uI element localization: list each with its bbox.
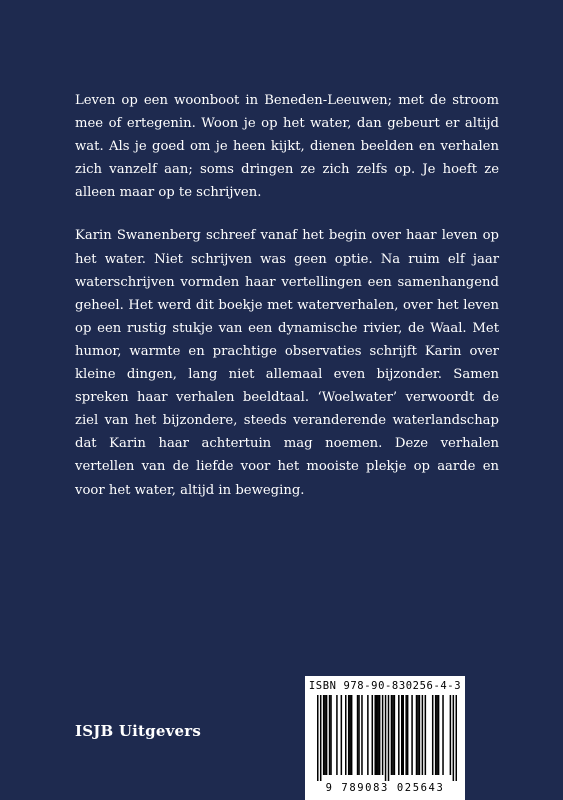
barcode-bar (407, 695, 409, 775)
barcode-bar (374, 695, 376, 775)
barcode-bar (326, 695, 328, 775)
barcode-bar (377, 695, 379, 775)
blurb-text (75, 89, 499, 522)
barcode-bar (330, 695, 332, 775)
barcode-bar (388, 695, 390, 781)
barcode-bar (432, 695, 434, 775)
barcode-bar (398, 695, 400, 775)
barcode-bar (341, 695, 343, 775)
barcode-bars-icon (317, 695, 457, 781)
barcode-bar (320, 695, 322, 781)
barcode-bar (416, 695, 418, 775)
barcode-bar (392, 695, 394, 775)
blurb-paragraph-2: Karin Swanenberg schreef vanaf het begin over haar leven op het water. Niet schrijven was geen optie. Na ruim elf jaar waterschrijven vormden haar vertellingen een samenhangend geheel. Het werd dit boekje met waterverhalen, over het leven op een rustig stukje van een dynamische rivier, de Waal. Met humor, warmte en prachtige observaties schrijft Karin over kleine dingen, lang niet allemaal even bijzonder. Samen spreken haar verhalen beeldtaal. ‘Woelwater’ verwoordt de ziel van het bijzondere, steeds veranderende waterlandschap dat Karin haar achtertuin mag noemen. Deze verhalen vertellen van de liefde voor het mooiste plekje op aarde en voor het water, altijd in beweging. (75, 228, 499, 498)
barcode-bar (422, 695, 424, 775)
barcode-bar (391, 695, 393, 775)
barcode-bar (367, 695, 369, 775)
barcode-bar (372, 695, 374, 775)
barcode-bar (438, 695, 440, 775)
blurb-paragraph-1: Leven op een woonboot in Beneden-Leeuwen; met de stroom mee of ertegenin. Woon je op het water, dan gebeurt er altijd wat. Als je goed om je heen kijkt, dienen beelden en verhalen zich vanzelf aan; soms dringen ze zich zelfs op. Je hoeft ze alleen maar op te schrijven. (75, 93, 499, 201)
barcode-bar (349, 695, 351, 775)
isbn-label: ISBN 978-90-830256-4-3 (308, 680, 462, 692)
publisher-name: ISJB Uitgevers (75, 722, 201, 740)
barcode-bar (345, 695, 347, 775)
barcode-bar (336, 695, 338, 775)
barcode-bar (382, 695, 384, 775)
barcode-bar (385, 695, 387, 781)
barcode-bar (394, 695, 396, 775)
barcode-bar (348, 695, 350, 775)
barcode-digits: 9 789083 025643 (325, 782, 445, 794)
barcode-bar (436, 695, 438, 775)
barcode-bar (324, 695, 326, 775)
barcode-bar (402, 695, 404, 775)
barcode-bar (405, 695, 407, 775)
barcode-bar (419, 695, 421, 775)
barcode-bar (358, 695, 360, 775)
barcode-bar (329, 695, 331, 775)
barcode-bar (401, 695, 403, 775)
barcode-bar (435, 695, 437, 775)
barcode-bar (361, 695, 363, 775)
barcode-bar (456, 695, 457, 781)
barcode-bar (379, 695, 381, 775)
barcode-bar (411, 695, 413, 775)
barcode-bar (417, 695, 419, 775)
barcode-bar (453, 695, 455, 781)
barcode-bar (357, 695, 359, 775)
barcode-bar (317, 695, 319, 781)
barcode-bar (323, 695, 325, 775)
barcode-bar (351, 695, 353, 775)
barcode-bar (450, 695, 452, 775)
barcode-bar (442, 695, 444, 775)
barcode-bar (425, 695, 427, 775)
isbn-barcode (305, 676, 465, 800)
barcode-bar (376, 695, 378, 775)
